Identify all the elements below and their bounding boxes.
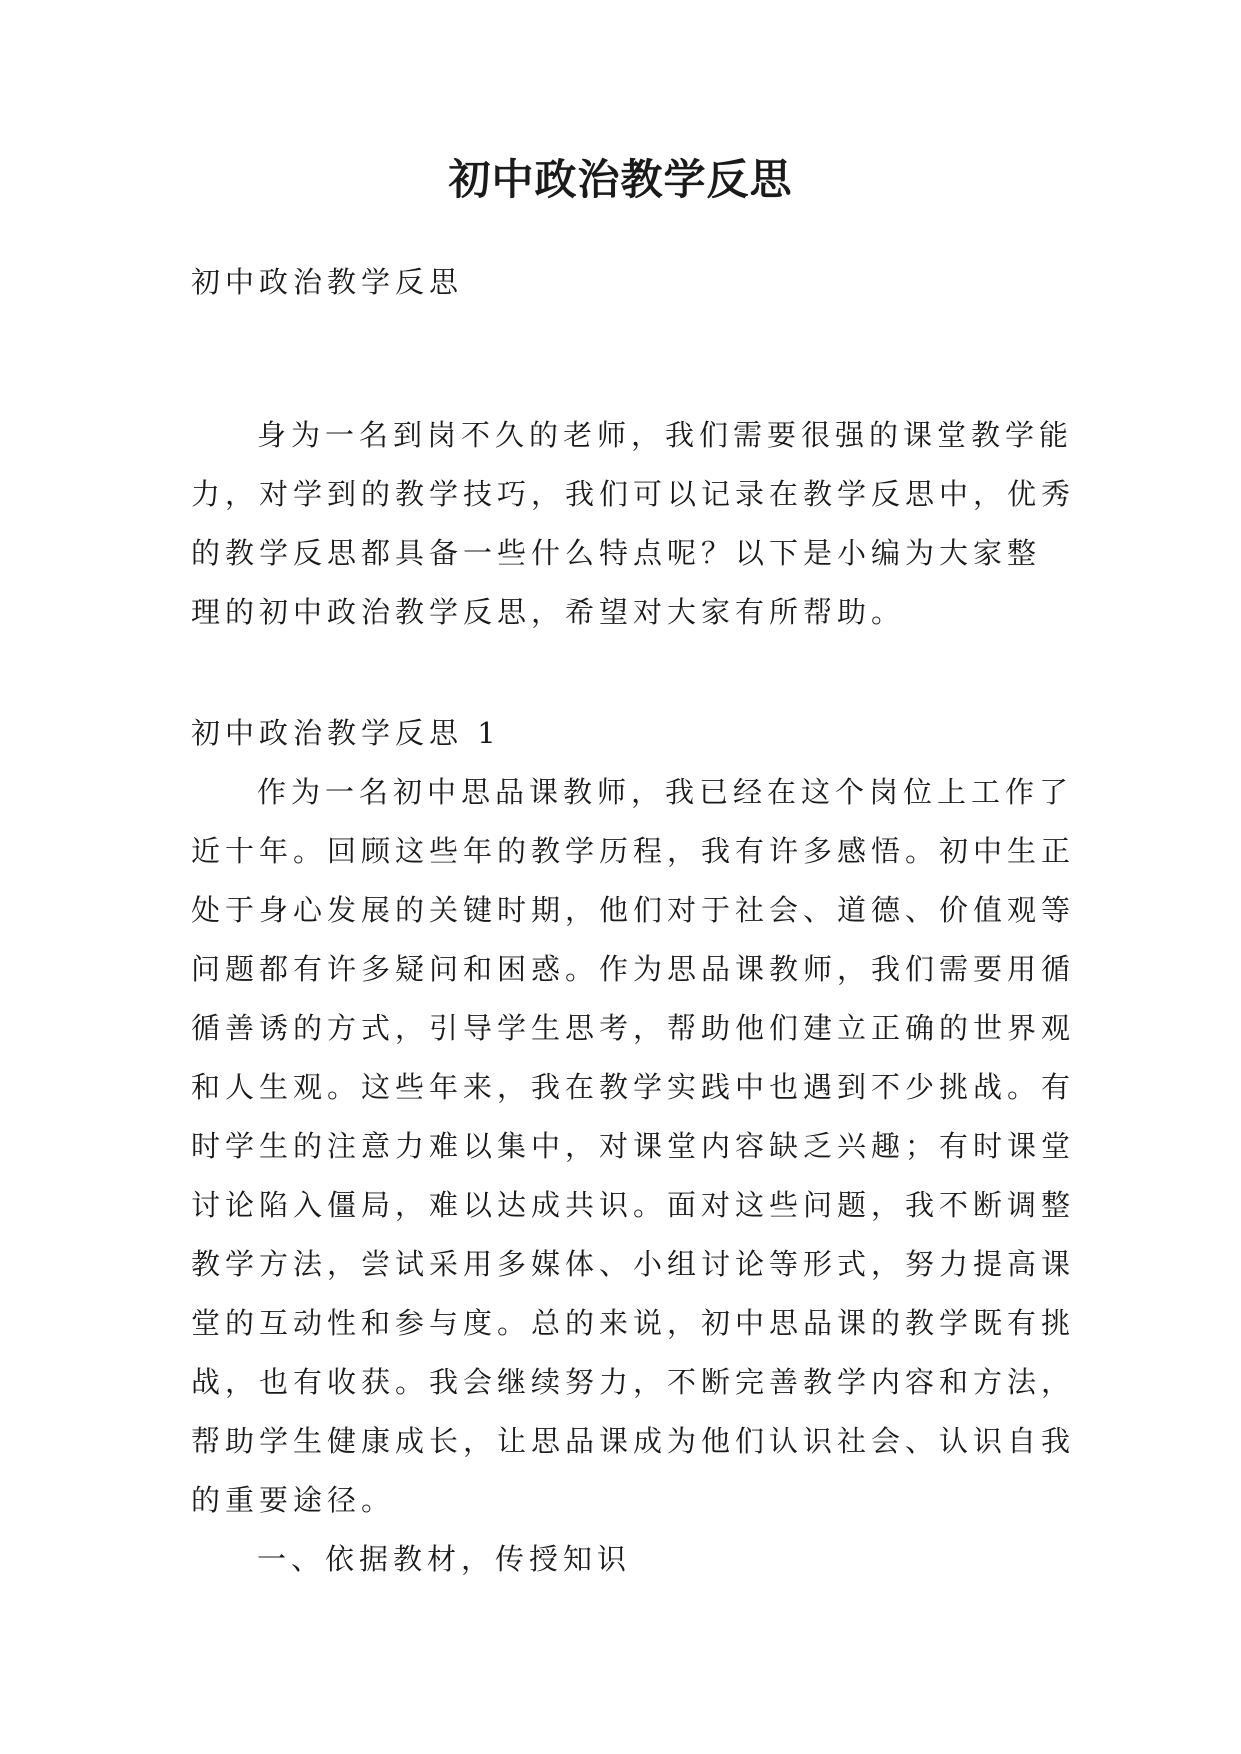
intro-line: 力，对学到的教学技巧，我们可以记录在教学反思中，优秀 bbox=[191, 477, 1076, 511]
paragraph-line: 时学生的注意力难以集中，对课堂内容缺乏兴趣；有时课堂 bbox=[191, 1129, 1076, 1163]
section-subheading: 一、依据教材，传授知识 bbox=[257, 1542, 632, 1576]
paragraph-line: 近十年。回顾这些年的教学历程，我有许多感悟。初中生正 bbox=[191, 834, 1076, 868]
section-1 bbox=[191, 704, 1076, 1589]
intro-paragraph bbox=[191, 406, 1076, 642]
section-heading: 初中政治教学反思 1 bbox=[191, 716, 501, 750]
paragraph-line: 教学方法，尝试采用多媒体、小组讨论等形式，努力提高课 bbox=[191, 1247, 1076, 1281]
paragraph-line: 循善诱的方式，引导学生思考，帮助他们建立正确的世界观 bbox=[191, 1011, 1076, 1045]
intro-line: 的教学反思都具备一些什么特点呢？以下是小编为大家整 bbox=[191, 536, 1042, 570]
document-subtitle: 初中政治教学反思 bbox=[191, 265, 464, 299]
paragraph-line: 堂的互动性和参与度。总的来说，初中思品课的教学既有挑 bbox=[191, 1306, 1076, 1340]
intro-line: 理的初中政治教学反思，希望对大家有所帮助。 bbox=[191, 595, 906, 629]
paragraph-line: 讨论陷入僵局，难以达成共识。面对这些问题，我不断调整 bbox=[191, 1188, 1076, 1222]
paragraph-line: 处于身心发展的关键时期，他们对于社会、道德、价值观等 bbox=[191, 893, 1076, 927]
paragraph-line: 的重要途径。 bbox=[191, 1483, 396, 1517]
paragraph-line: 和人生观。这些年来，我在教学实践中也遇到不少挑战。有 bbox=[191, 1070, 1076, 1104]
paragraph-line: 问题都有许多疑问和困惑。作为思品课教师，我们需要用循 bbox=[191, 952, 1076, 986]
paragraph-line: 帮助学生健康成长，让思品课成为他们认识社会、认识自我 bbox=[191, 1424, 1076, 1458]
paragraph-line: 战，也有收获。我会继续努力，不断完善教学内容和方法， bbox=[191, 1365, 1076, 1399]
document-title: 初中政治教学反思 bbox=[448, 155, 793, 204]
intro-line: 身为一名到岗不久的老师，我们需要很强的课堂教学能 bbox=[257, 418, 1074, 452]
paragraph-line: 作为一名初中思品课教师，我已经在这个岗位上工作了 bbox=[257, 775, 1074, 809]
